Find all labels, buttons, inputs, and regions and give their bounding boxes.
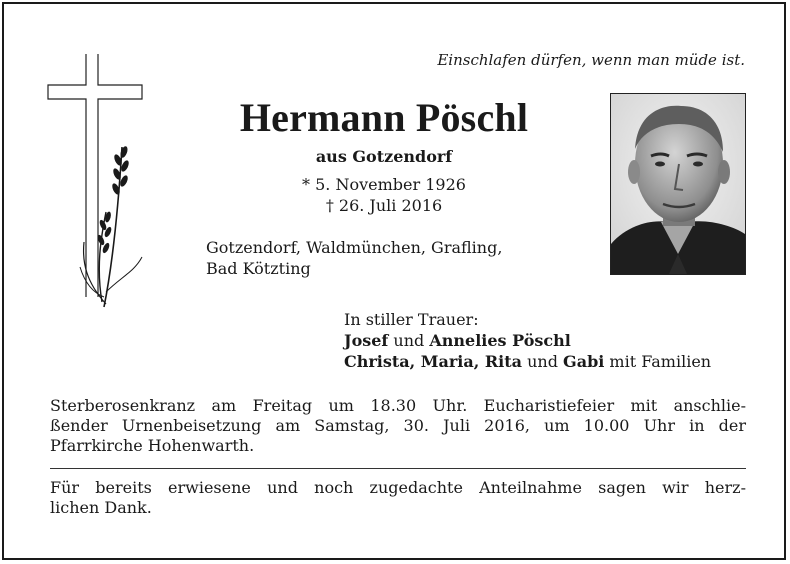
origin-line: aus Gotzendorf (315, 147, 453, 166)
notice-line: Pfarrkirche Hohenwarth. (50, 436, 255, 455)
obituary-frame (2, 2, 786, 560)
birth-date: * 5. November 1926 (302, 175, 466, 194)
thanks-line: Für bereits erwiesene und noch zugedachte Anteilnahme sagen wir herz- (50, 478, 746, 497)
mourners-block (344, 309, 711, 372)
conjunction: und (388, 331, 430, 350)
mourner-names: Christa, Maria, Rita (344, 352, 523, 371)
conjunction: und (522, 352, 564, 371)
mourners-intro: In stiller Trauer: (344, 310, 479, 329)
thanks-line: lichen Dank. (50, 498, 152, 517)
mourner-name: Gabi (563, 352, 605, 371)
death-date: † 26. Juli 2016 (325, 196, 443, 215)
mourners-suffix: mit Familien (604, 352, 712, 371)
cross-with-wheat-icon (46, 52, 156, 312)
places-line: Bad Kötzting (206, 259, 311, 278)
mourner-name: Josef (344, 331, 389, 350)
service-notice (50, 396, 746, 456)
thanks-text (50, 478, 746, 518)
places-line: Gotzendorf, Waldmünchen, Grafling, (206, 238, 503, 257)
mourner-name: Annelies Pöschl (429, 331, 571, 350)
notice-line: ßender Urnenbeisetzung am Samstag, 30. Juli 2016, um 10.00 Uhr in der (50, 416, 746, 435)
motto: Einschlafen dürfen, wenn man müde ist. (437, 51, 745, 69)
mourners-line (344, 330, 711, 351)
mourners-line (344, 351, 711, 372)
places-block (206, 237, 586, 279)
notice-line: Sterberosenkranz am Freitag um 18.30 Uhr. Eucharistiefeier mit anschlie- (50, 396, 746, 415)
divider (50, 468, 746, 469)
portrait-photo (610, 93, 746, 275)
deceased-name: Hermann Pöschl (239, 95, 529, 140)
